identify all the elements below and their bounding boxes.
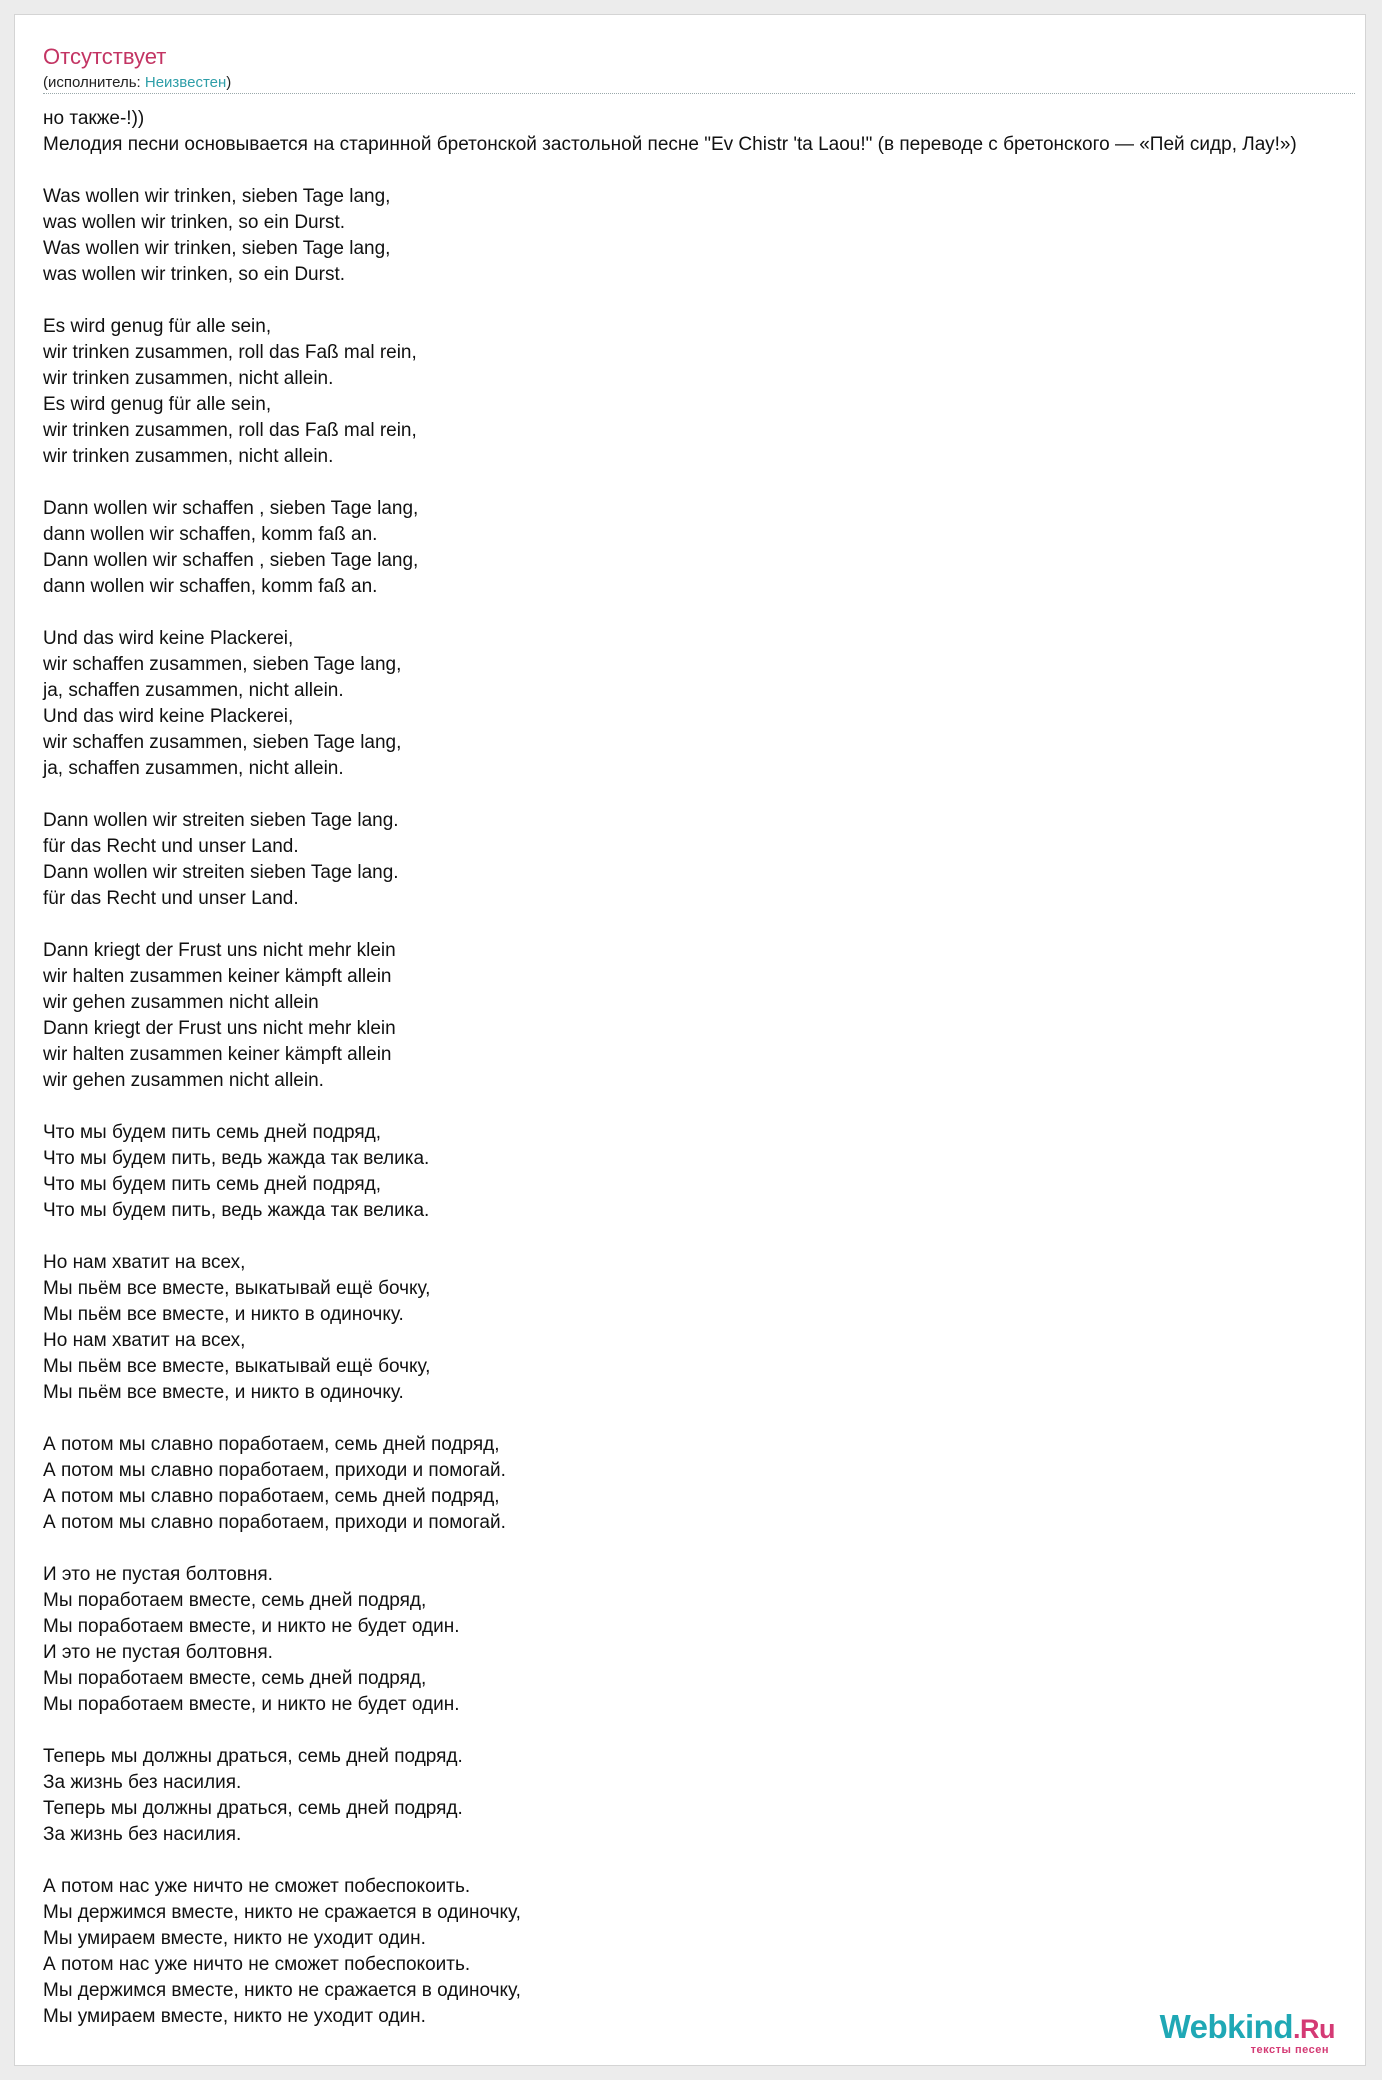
lyric-line: wir halten zusammen keiner kämpft allein (43, 966, 392, 987)
lyric-line: А потом мы славно поработаем, семь дней подряд, (43, 1434, 500, 1455)
lyric-line: И это не пустая болтовня. (43, 1564, 273, 1585)
lyric-line: Мы поработаем вместе, и никто не будет один. (43, 1616, 460, 1637)
lyric-line: Теперь мы должны драться, семь дней подряд. (43, 1746, 463, 1767)
lyric-line: dann wollen wir schaffen, komm faß an. (43, 524, 378, 545)
stanza-gap (43, 1718, 1297, 1744)
stanza (43, 1432, 1297, 1536)
stanza-gap (43, 600, 1297, 626)
stanza-gap (43, 782, 1297, 808)
lyric-line: für das Recht und unser Land. (43, 888, 299, 909)
lyric-line: За жизнь без насилия. (43, 1824, 242, 1845)
lyric-line: wir gehen zusammen nicht allein (43, 992, 319, 1013)
lyric-line: Мы пьём все вместе, и никто в одиночку. (43, 1382, 404, 1403)
stanza (43, 808, 1297, 912)
lyric-line: Мы пьём все вместе, и никто в одиночку. (43, 1304, 404, 1325)
artist-link[interactable]: Неизвестен (144, 74, 227, 91)
lyric-line: Und das wird keine Plackerei, (43, 628, 294, 649)
lyric-line: Was wollen wir trinken, sieben Tage lang, (43, 186, 391, 207)
lyric-line: Мы поработаем вместе, семь дней подряд, (43, 1590, 427, 1611)
stanza-gap (43, 1406, 1297, 1432)
lyric-line: Dann wollen wir streiten sieben Tage lang. (43, 810, 399, 831)
artist-prefix: (исполнитель: (43, 74, 145, 91)
stanza-gap (43, 288, 1297, 314)
stanza (43, 626, 1297, 782)
lyric-line: Was wollen wir trinken, sieben Tage lang, (43, 238, 391, 259)
lyric-line: А потом мы славно поработаем, приходи и помогай. (43, 1460, 506, 1481)
lyric-line: dann wollen wir schaffen, komm faß an. (43, 576, 378, 597)
stanza (43, 184, 1297, 288)
lyric-line: А потом нас уже ничто не сможет побеспокоить. (43, 1954, 471, 1975)
lyric-line: Что мы будем пить, ведь жажда так велика. (43, 1200, 430, 1221)
stanza (43, 1562, 1297, 1718)
lyric-line: За жизнь без насилия. (43, 1772, 242, 1793)
lyric-line: was wollen wir trinken, so ein Durst. (43, 264, 345, 285)
lyric-line: wir schaffen zusammen, sieben Tage lang, (43, 654, 402, 675)
stanza-gap (43, 1536, 1297, 1562)
lyric-line: wir trinken zusammen, roll das Faß mal rein, (43, 420, 417, 441)
logo-tagline: тексты песен (1250, 2044, 1329, 2056)
lyric-line: wir halten zusammen keiner kämpft allein (43, 1044, 392, 1065)
lyric-line: ja, schaffen zusammen, nicht allein. (43, 680, 344, 701)
page-frame (14, 14, 1366, 2066)
lyric-line: wir gehen zusammen nicht allein. (43, 1070, 324, 1091)
lyric-line: Мы поработаем вместе, семь дней подряд, (43, 1668, 427, 1689)
lyric-line: И это не пустая болтовня. (43, 1642, 273, 1663)
lyric-line: Dann wollen wir streiten sieben Tage lang. (43, 862, 399, 883)
stanza-gap (43, 1224, 1297, 1250)
lyric-line: wir schaffen zusammen, sieben Tage lang, (43, 732, 402, 753)
lyric-line: ja, schaffen zusammen, nicht allein. (43, 758, 344, 779)
lyric-line: Теперь мы должны драться, семь дней подряд. (43, 1798, 463, 1819)
lyric-line: Es wird genug für alle sein, (43, 316, 272, 337)
stanza-gap (43, 1094, 1297, 1120)
lyric-line: А потом мы славно поработаем, приходи и помогай. (43, 1512, 506, 1533)
intro-line: Мелодия песни основывается на старинной бретонской застольной песне "Ev Chistr 'ta Laou!" (в переводе с бретонского — «Пей сидр, Лау!») (43, 134, 1297, 155)
intro-line: но также-!)) (43, 108, 145, 129)
lyric-line: Что мы будем пить, ведь жажда так велика. (43, 1148, 430, 1169)
artist-suffix: ) (226, 74, 232, 91)
stanza-gap (43, 158, 1297, 184)
logo-name: Webkind (1159, 2008, 1293, 2045)
header-divider (43, 93, 1355, 94)
logo-tld: .Ru (1293, 2014, 1335, 2044)
lyric-line: Мы держимся вместе, никто не сражается в одиночку, (43, 1902, 521, 1923)
lyric-line: für das Recht und unser Land. (43, 836, 299, 857)
lyric-line: Dann wollen wir schaffen , sieben Tage lang, (43, 498, 419, 519)
stanza-gap (43, 470, 1297, 496)
lyric-line: Мы пьём все вместе, выкатывай ещё бочку, (43, 1278, 431, 1299)
logo-wordmark (1160, 2008, 1335, 2048)
lyric-line: А потом нас уже ничто не сможет побеспокоить. (43, 1876, 471, 1897)
stanza (43, 1250, 1297, 1406)
artist-line (43, 73, 231, 93)
lyric-line: Но нам хватит на всех, (43, 1330, 246, 1351)
lyric-line: wir trinken zusammen, nicht allein. (43, 368, 334, 389)
lyrics-body (43, 106, 1297, 2030)
lyric-line: Dann kriegt der Frust uns nicht mehr klein (43, 1018, 396, 1039)
lyric-line: Мы держимся вместе, никто не сражается в одиночку, (43, 1980, 521, 2001)
lyric-line: wir trinken zusammen, roll das Faß mal rein, (43, 342, 417, 363)
lyric-line: Мы поработаем вместе, и никто не будет один. (43, 1694, 460, 1715)
stanza-gap (43, 912, 1297, 938)
lyric-line: wir trinken zusammen, nicht allein. (43, 446, 334, 467)
lyric-line: Но нам хватит на всех, (43, 1252, 246, 1273)
lyric-line: Что мы будем пить семь дней подряд, (43, 1122, 381, 1143)
lyric-line: Мы пьём все вместе, выкатывай ещё бочку, (43, 1356, 431, 1377)
lyric-line: Что мы будем пить семь дней подряд, (43, 1174, 381, 1195)
lyric-line: Es wird genug für alle sein, (43, 394, 272, 415)
site-logo[interactable] (1135, 2008, 1335, 2058)
lyric-line: Dann wollen wir schaffen , sieben Tage lang, (43, 550, 419, 571)
stanza (43, 496, 1297, 600)
lyric-line: Мы умираем вместе, никто не уходит один. (43, 1928, 426, 1949)
stanza (43, 938, 1297, 1094)
lyric-line: Dann kriegt der Frust uns nicht mehr klein (43, 940, 396, 961)
lyric-line: Und das wird keine Plackerei, (43, 706, 294, 727)
stanza (43, 314, 1297, 470)
lyric-line: Мы умираем вместе, никто не уходит один. (43, 2006, 426, 2027)
lyric-line: А потом мы славно поработаем, семь дней подряд, (43, 1486, 500, 1507)
stanza (43, 1744, 1297, 1848)
lyric-line: was wollen wir trinken, so ein Durst. (43, 212, 345, 233)
stanza (43, 1874, 1297, 2030)
stanza (43, 1120, 1297, 1224)
stanza-gap (43, 1848, 1297, 1874)
song-title: Отсутствует (43, 44, 167, 69)
